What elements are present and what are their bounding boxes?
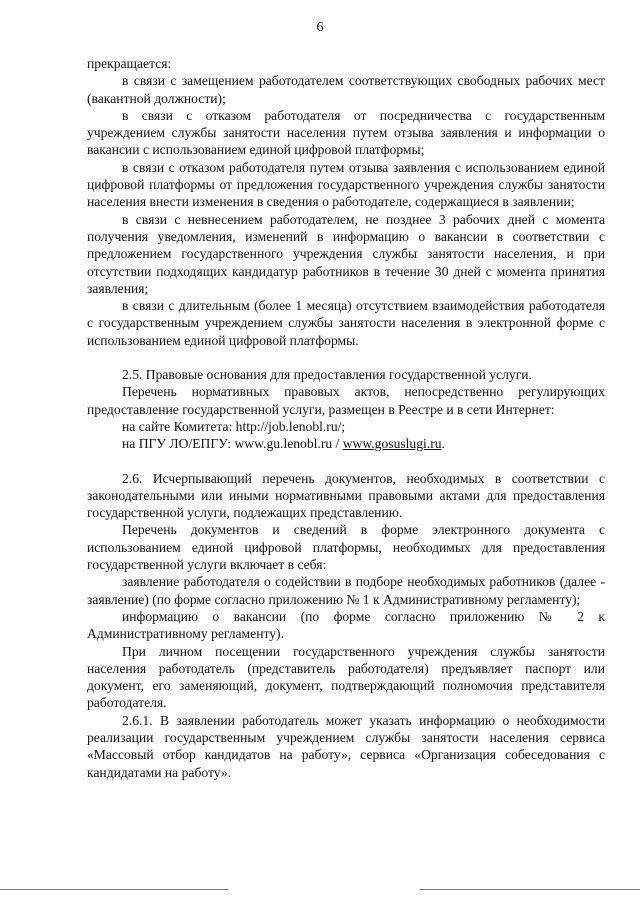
epgu-prefix: на ПГУ ЛО/ЕПГУ: www.gu.lenobl.ru /: [122, 436, 343, 452]
paragraph: 2.6.1. В заявлении работодатель может указать информацию о необходимости реализации государственным учреждением службы занятости населения сервиса «Массовый отбор кандидатов на работу», сервиса «Организация собеседования с кандидатами на работу».: [87, 712, 605, 780]
paragraph: Перечень нормативных правовых актов, непосредственно регулирующих предоставление государственной услуги, размещен в Реестре и в сети Интернет:: [87, 384, 605, 417]
section-heading: 2.5. Правовые основания для предоставления государственной услуги.: [122, 367, 532, 383]
footer-rule: [0, 889, 228, 890]
paragraph: прекращается:: [87, 56, 172, 71]
paragraph: в связи с невнесением работодателем, не позднее 3 рабочих дней с момента получения уведомления, изменений в информацию о вакансии в соответствии с предложением государственного учреждения службы занятости населения, и при отсутствии подходящих кандидатур работников в течение 30 дней с момента принятия заявления;: [87, 211, 605, 296]
paragraph: в связи с замещением работодателем соответствующих свободных рабочих мест (вакантной должности);: [87, 73, 605, 106]
epgu-suffix: .: [441, 436, 445, 452]
footer-rule: [420, 889, 640, 890]
paragraph: в связи с отказом работодателя путем отзыва заявления с использованием единой цифровой платформы от предложения государственного учреждения службы занятости населения внести изменения в сведения о работодателе, содержащиеся в заявлении;: [87, 159, 605, 210]
committee-site-line: на сайте Комитета: http://job.lenobl.ru/;: [122, 418, 346, 434]
paragraph: Перечень документов и сведений в форме электронного документа с использованием единой цифровой платформы, необходимых для предоставления государственной услуги включает в себя:: [87, 522, 605, 573]
paragraph: в связи с отказом работодателя от посредничества с государственным учреждением службы занятости населения путем отзыва заявления и информации о вакансии с использованием единой цифровой платформы;: [87, 107, 605, 158]
gosuslugi-link[interactable]: www.gosuslugi.ru: [342, 436, 442, 452]
section-heading: 2.6. Исчерпывающий перечень документов, необходимых в соответствии с законодательными или иными нормативными правовыми актами для предоставления государственной услуги, подлежащих представлению.: [87, 470, 605, 521]
epgu-line: [87, 435, 605, 452]
paragraph: в связи с длительным (более 1 месяца) отсутствием взаимодействия работодателя с государственным учреждением службы занятости населения в электронной форме с использованием единой цифровой платформы.: [87, 298, 605, 348]
page-number: 6: [316, 20, 324, 35]
paragraph: информацию о вакансии (по форме согласно приложению № 2 к Административному регламенту).: [87, 608, 605, 642]
paragraph: При личном посещении государственного учреждения службы занятости населения работодатель (представитель работодателя) предъявляет паспорт или документ, его заменяющий, документ, подтверждающий полномочия представителя работодателя.: [87, 643, 605, 711]
document-body: [87, 55, 605, 781]
paragraph: заявление работодателя о содействии в подборе необходимых работников (далее - заявление) (по форме согласно приложению № 1 к Административному регламенту);: [87, 574, 605, 607]
